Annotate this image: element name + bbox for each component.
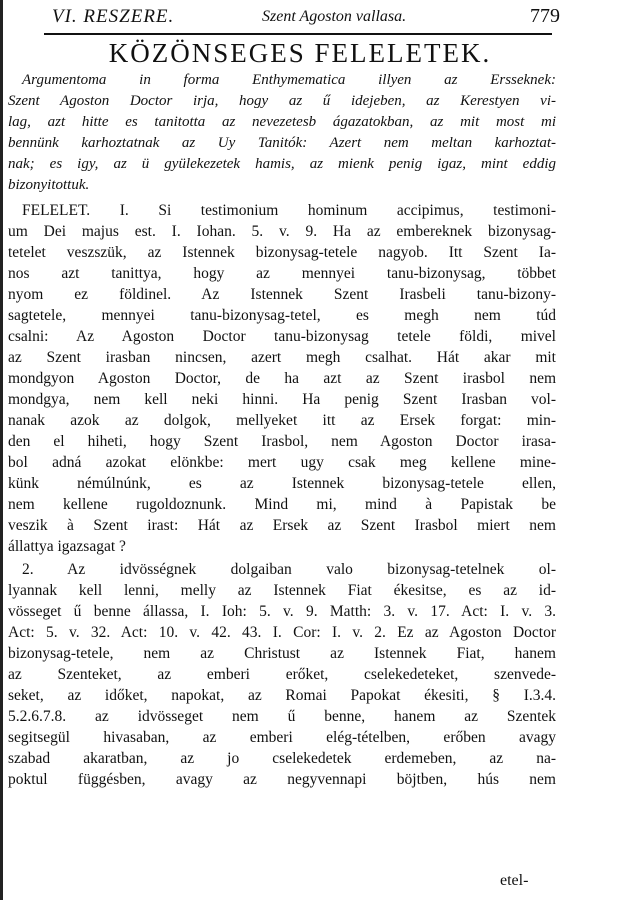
text-line: den el hiheti, hogy Szent Irasbol, nem Agoston Doctor irasa- <box>8 433 556 450</box>
text-line: tetelet veszszük, az Istennek bizonysag-tetele nagyob. Itt Szent Ia- <box>8 244 556 261</box>
paragraph-argument <box>8 70 556 196</box>
text-line: lyannak kell lenni, melly az Istennek Fiat ékesitse, es az id- <box>8 582 556 599</box>
text-line: lag, azt hitte es tanitotta az nevezetesb ágazatokban, az mit most mi <box>8 114 556 130</box>
text-line: Argumentoma in forma Enthymematica illyen az Ersseknek: <box>22 72 556 88</box>
text-line: veszik à Szent irast: Hát az Ersek az Szent Irasbol miert nem <box>8 517 556 534</box>
text-line: seket, az időket, napokat, az Romai Papokat ékesiti, § I.3.4. <box>8 687 556 704</box>
text-line: 2. Az idvösségnek dolgaiban valo bizonysag-tetelnek ol- <box>22 561 556 578</box>
header-rule <box>44 33 552 35</box>
text-line: poktul függésben, avagy az negyvennapi böjtben, hús nem <box>8 771 556 788</box>
text-line: 5.2.6.7.8. az idvösseget nem ű benne, hanem az Szentek <box>8 708 556 725</box>
paragraph-felelet-2 <box>8 559 556 790</box>
text-line: FELELET. I. Si testimonium hominum accipimus, testimoni- <box>22 202 556 219</box>
text-line: nyom ez földinel. Az Istennek Szent Irasbeli tanu-bizony- <box>8 286 556 303</box>
text-line: nak; es igy, az ü gyülekezetek hamis, az mienk penig igaz, mint eddig <box>8 156 556 172</box>
page-title: KÖZÖNSEGES FELELETEK. <box>108 38 492 68</box>
text-line: állattya igazsagat ? <box>8 538 126 555</box>
text-line: um Dei majus est. I. Iohan. 5. v. 9. Ha az embereknek bizonysag- <box>8 223 556 240</box>
text-line: bizonysag-tetele, nem az Christust az Istennek Fiat, hanem <box>8 645 556 662</box>
text-line: Act: 5. v. 32. Act: 10. v. 42. 43. I. Cor: I. v. 2. Ez az Agoston Doctor <box>8 624 556 641</box>
text-line: mondgya, nem kell neki hinni. Ha penig Szent Irasban vol- <box>8 391 556 408</box>
text-line: sagtetele, mennyei tanu-bizonysag-tetel, es megh nem túd <box>8 307 556 324</box>
text-line: Szent Agoston Doctor irja, hogy az ű idejeben, az Kerestyen vi- <box>8 93 556 109</box>
text-line: künk némúlnúnk, es az Istennek bizonysag-tetele ellen, <box>8 475 556 492</box>
text-line: bizonyitottuk. <box>8 177 90 193</box>
text-body <box>8 70 556 790</box>
text-line: vösseget ű benne állassa, I. Ioh: 5. v. 9. Matth: 3. v. 17. Act: I. v. 3. <box>8 603 556 620</box>
page-edge-shadow <box>0 0 3 900</box>
header-subject: Szent Agoston vallasa. <box>262 8 407 25</box>
page-number: 779 <box>530 5 560 27</box>
text-line: az Szent irasban nincsen, azert megh csalhat. Hát akar mit <box>8 349 556 366</box>
text-line: mondgyon Agoston Doctor, de ha azt az Szent irasbol nem <box>8 370 556 387</box>
text-line: szabad akaratban, az jo cselekedetek erdemeben, az na- <box>8 750 556 767</box>
catchword: etel- <box>500 872 529 889</box>
running-header <box>52 4 560 32</box>
text-line: bennünk karhoztatnak az Uy Tanitók: Azert nem meltan karhoztat- <box>8 135 556 151</box>
header-section: VI. RESZERE. <box>52 6 175 27</box>
text-line: segitsegül hivasaban, az emberi elég-tételben, erőben avagy <box>8 729 556 746</box>
text-line: nos azt tanittya, hogy az mennyei tanu-bizonysag, többet <box>8 265 556 282</box>
text-line: nem kellene rugoldoznunk. Mind mi, mind à Papistak be <box>8 496 556 513</box>
text-line: az Szenteket, az emberi erőket, cselekedeteket, szenvede- <box>8 666 556 683</box>
text-line: bol adná azokat elönkbe: mert ugy csak meg kellene mine- <box>8 454 556 471</box>
text-line: csalni: Az Agoston Doctor tanu-bizonysag tetele földi, mivel <box>8 328 556 345</box>
paragraph-felelet-1 <box>8 200 556 557</box>
text-line: nanak azok az dolgok, mellyeket itt az Ersek forgat: min- <box>8 412 556 429</box>
